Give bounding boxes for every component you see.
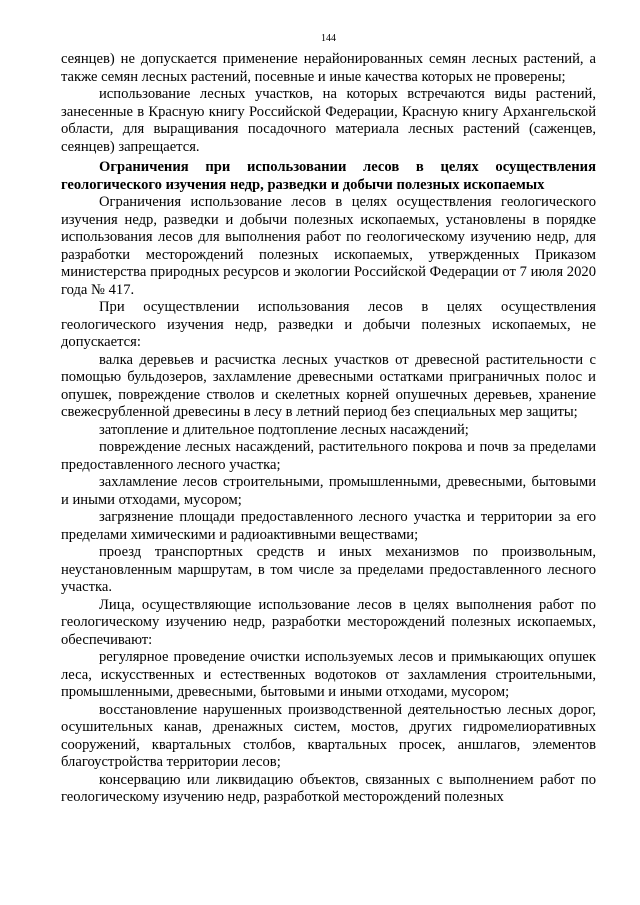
list-item: затопление и длительное подтопление лесных насаждений; (99, 421, 469, 438)
list-item: консервацию или ликвидацию объектов, связанных с выполнением работ по геологическому изучению недр, разработкой месторождений полезных (61, 771, 596, 805)
list-item: проезд транспортных средств и иных механизмов по произвольным, неустановленным маршрутам, в том числе за пределами предоставленного лесного участка. (61, 544, 596, 595)
list-item: валка деревьев и расчистка лесных участков от древесной растительности с помощью бульдозеров, захламление древесными остатками приграничных полос и опушек, повреждение стволов и скелетных корней опушечных деревьев, хранение свежесрубленной древесины в лесу в летний период без специальных мер защиты; (61, 351, 596, 420)
list-item: захламление лесов строительными, промышленными, древесными, бытовыми и иными отходами, мусором; (61, 474, 596, 508)
document-text (61, 51, 596, 807)
paragraph: использование лесных участков, на которых встречаются виды растений, занесенные в Красную книгу Российской Федерации, Красную книгу Архангельской области, для выращивания посадочного материала лесных растений (саженцев, сеянцев) запрещается. (61, 86, 596, 155)
paragraph: При осуществлении использования лесов в целях осуществления геологического изучения недр, разведки и добычи полезных ископаемых, не допускается: (61, 299, 596, 350)
list-item: загрязнение площади предоставленного лесного участка и территории за его пределами химическими и радиоактивными веществами; (61, 509, 596, 543)
list-item: повреждение лесных насаждений, растительного покрова и почв за пределами предоставленного лесного участка; (61, 439, 596, 473)
section-heading: Ограничения при использовании лесов в целях осуществления геологического изучения недр, разведки и добычи полезных ископаемых (61, 159, 596, 193)
paragraph-continuation: сеянцев) не допускается применение нерайонированных семян лесных растений, а также семян лесных растений, посевные и иные качества которых не проверены; (61, 51, 596, 85)
page-number: 144 (321, 33, 336, 44)
paragraph: Ограничения использование лесов в целях осуществления геологического изучения недр, разведки и добычи полезных ископаемых, установлены в порядке использования лесов для выполнения работ по геологическому изучению недр, для разработки месторождений полезных ископаемых, утвержденных Приказом министерства природных ресурсов и экологии Российской Федерации от 7 июля 2020 года № 417. (61, 194, 596, 298)
paragraph: Лица, осуществляющие использование лесов в целях выполнения работ по геологическому изучению недр, разработки месторождений полезных ископаемых, обеспечивают: (61, 596, 596, 648)
list-item: регулярное проведение очистки используемых лесов и примыкающих опушек леса, искусственных и естественных водотоков от захламления строительными, промышленными, древесными, бытовыми и иными отходами, мусором; (61, 649, 596, 700)
list-item: восстановление нарушенных производственной деятельностью лесных дорог, осушительных канав, дренажных систем, мостов, других гидромелиоративных сооружений, квартальных столбов, квартальных просек, аншлагов, элементов благоустройства территории лесов; (61, 701, 596, 770)
